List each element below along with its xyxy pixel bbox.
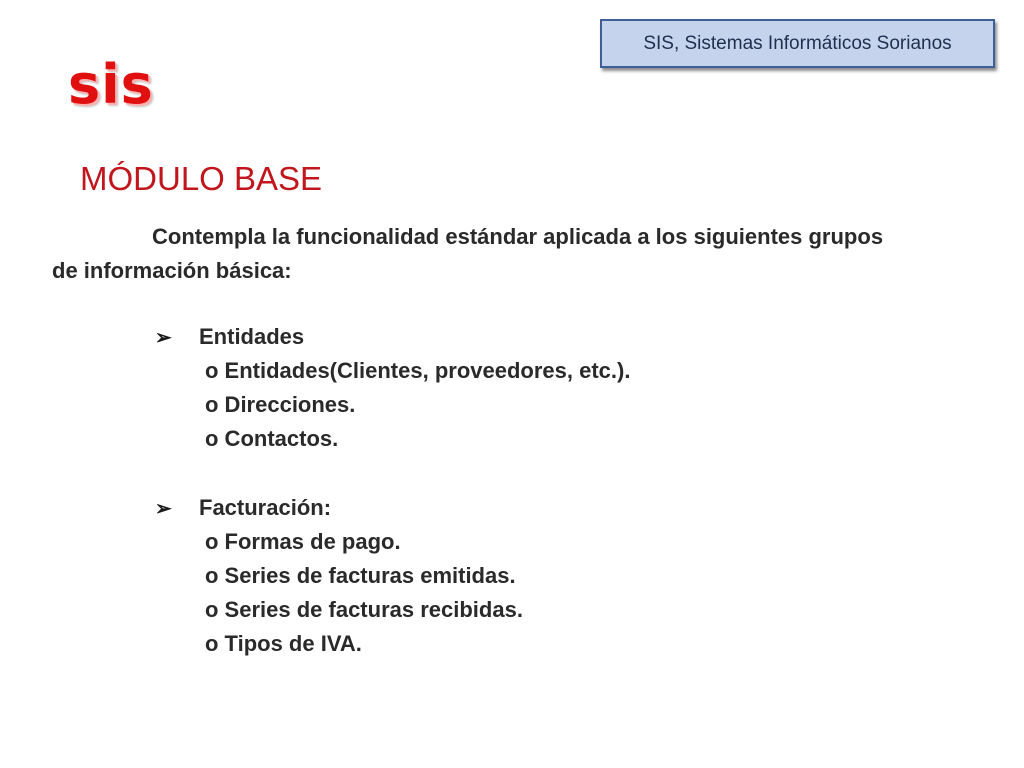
section-heading: Facturación: xyxy=(199,495,332,520)
section-heading: Entidades xyxy=(199,324,305,349)
list-item: o Formas de pago. xyxy=(205,529,401,554)
list-item: o Entidades(Clientes, proveedores, etc.). xyxy=(205,358,631,383)
intro-line-2: de información básica: xyxy=(52,258,292,283)
list-item: o Series de facturas recibidas. xyxy=(205,597,523,622)
page-title: MÓDULO BASE xyxy=(80,160,323,197)
list-item: o Contactos. xyxy=(205,426,339,451)
arrow-bullet-icon: ➢ xyxy=(155,497,172,520)
section-facturacion xyxy=(155,491,523,661)
list-item: o Series de facturas emitidas. xyxy=(205,563,516,588)
arrow-bullet-icon: ➢ xyxy=(155,326,172,349)
section-entidades xyxy=(155,320,630,456)
intro-paragraph xyxy=(52,220,962,288)
sis-logo: sis xyxy=(68,53,154,116)
list-item: o Direcciones. xyxy=(205,392,356,417)
company-banner xyxy=(600,19,995,68)
company-name: SIS, Sistemas Informáticos Sorianos xyxy=(643,32,952,54)
list-item: o Tipos de IVA. xyxy=(205,631,362,656)
intro-line-1: Contempla la funcionalidad estándar aplicada a los siguientes grupos xyxy=(152,224,884,249)
